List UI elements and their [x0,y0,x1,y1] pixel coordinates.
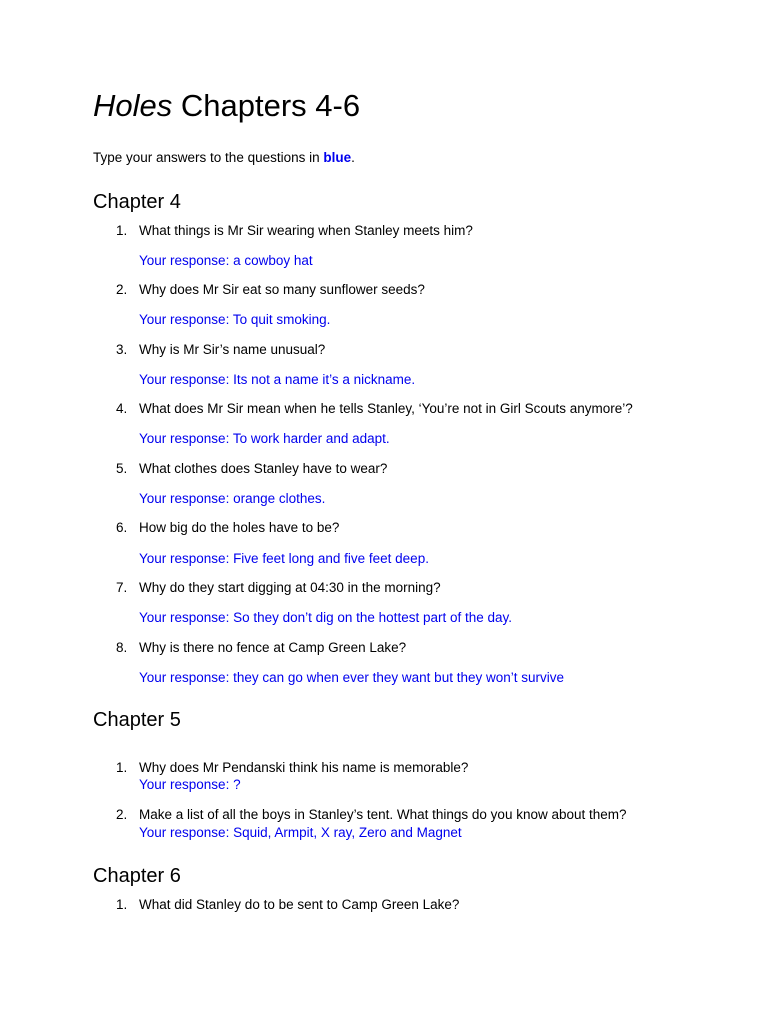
question [116,460,387,478]
page-title [93,86,360,126]
question-text: How big do the holes have to be? [139,520,340,535]
question-text: What did Stanley do to be sent to Camp Green Lake? [139,897,460,912]
question [116,896,459,914]
title-italic: Holes [93,88,173,123]
question-number: 5. [116,461,128,476]
question-text: What things is Mr Sir wearing when Stanley meets him? [139,223,473,238]
question-number: 6. [116,520,128,535]
intro-before: Type your answers to the questions in [93,150,324,165]
question-number: 3. [116,342,128,357]
question-text: What does Mr Sir mean when he tells Stanley, ‘You’re not in Girl Scouts anymore’? [139,401,633,416]
question [116,579,441,597]
question-text: Why does Mr Sir eat so many sunflower seeds? [139,282,425,297]
question [116,222,473,240]
question-text: What clothes does Stanley have to wear? [139,461,388,476]
response-text[interactable]: Your response: So they don’t dig on the hottest part of the day. [139,610,513,625]
question-number: 2. [116,807,128,822]
response-text[interactable]: Your response: a cowboy hat [139,253,313,268]
response-text[interactable]: Your response: they can go when ever they want but they won’t survive [139,670,564,685]
chapter-heading: Chapter 5 [93,709,181,731]
question-text: Why is there no fence at Camp Green Lake? [139,640,407,655]
question [116,519,339,537]
question [116,806,627,824]
response-text[interactable]: Your response: To work harder and adapt. [139,431,390,446]
question-number: 2. [116,282,128,297]
chapter-heading: Chapter 6 [93,865,181,887]
question-number: 1. [116,223,128,238]
response-text[interactable]: Your response: Its not a name it’s a nickname. [139,372,416,387]
question [116,400,633,418]
question-number: 4. [116,401,128,416]
intro-highlight: blue [323,150,352,165]
question-number: 1. [116,897,128,912]
title-rest: Chapters 4-6 [172,88,361,123]
question [116,759,468,777]
question-text: Make a list of all the boys in Stanley’s tent. What things do you know about them? [139,807,627,822]
chapter-heading: Chapter 4 [93,191,181,213]
question-text: Why do they start digging at 04:30 in the morning? [139,580,441,595]
response-text[interactable]: Your response: To quit smoking. [139,312,331,327]
question-text: Why is Mr Sir’s name unusual? [139,342,326,357]
question [116,639,406,657]
response-text[interactable]: Your response: Five feet long and five feet deep. [139,551,429,566]
response-text[interactable]: Your response: orange clothes. [139,491,326,506]
question-number: 7. [116,580,128,595]
question-text: Why does Mr Pendanski think his name is memorable? [139,760,469,775]
response-text[interactable]: Your response: Squid, Armpit, X ray, Zero and Magnet [139,825,462,840]
question-number: 8. [116,640,128,655]
question [116,341,325,359]
response-text[interactable]: Your response: ? [139,777,241,792]
question-number: 1. [116,760,128,775]
intro-instructions [93,149,355,167]
intro-after: . [351,150,355,165]
question [116,281,425,299]
